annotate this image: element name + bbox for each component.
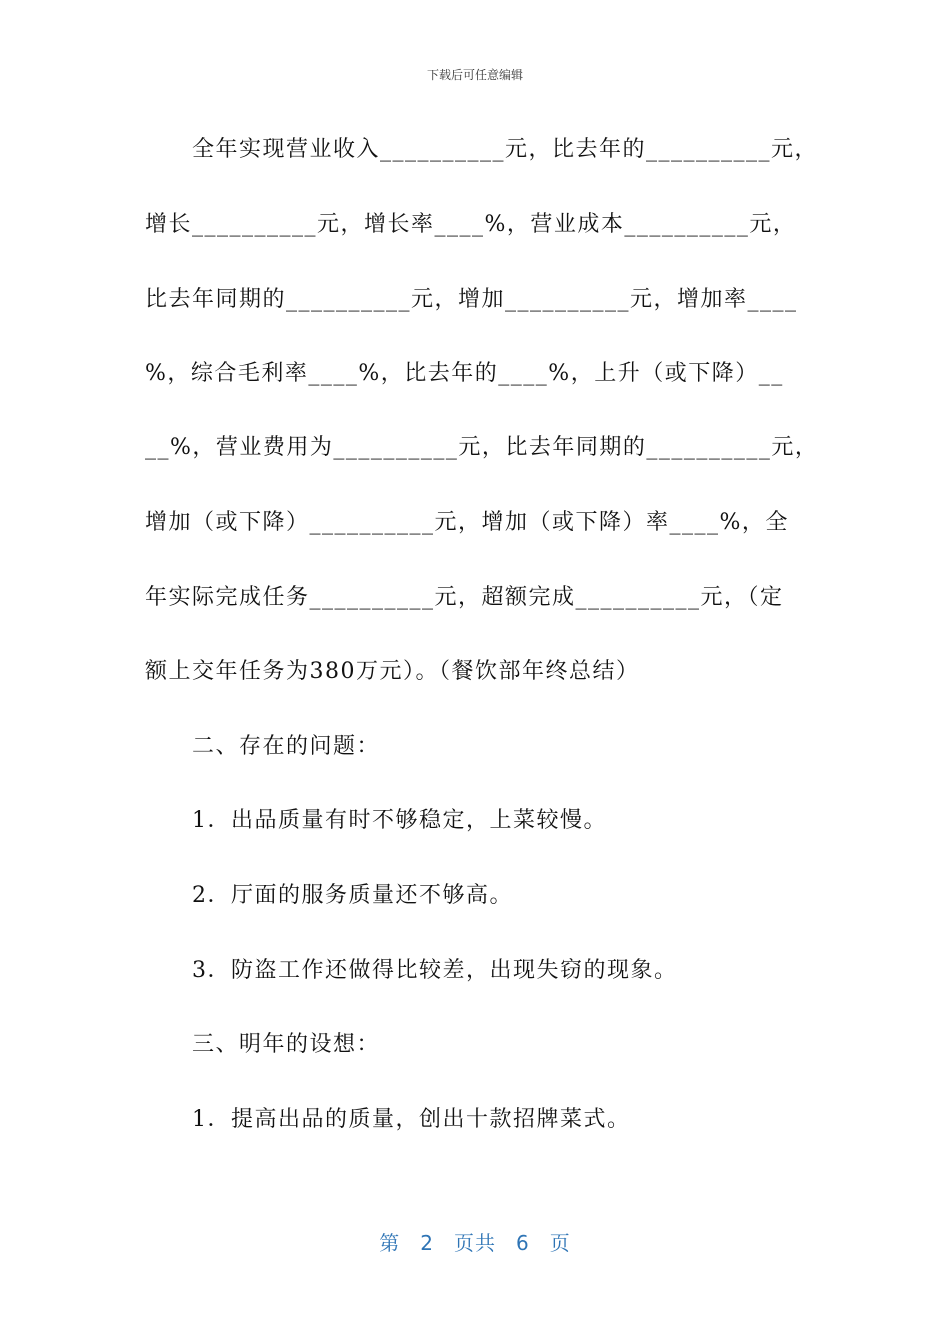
body-line: %，综合毛利率____%，比去年的____%，上升（或下降）__ — [145, 361, 784, 386]
body-line: __%，营业费用为__________元，比去年同期的__________元， — [145, 435, 819, 460]
page-header: 下载后可任意编辑 — [426, 68, 523, 82]
page-label-prefix: 第 — [379, 1231, 401, 1255]
section-heading: 三、明年的设想： — [145, 1032, 381, 1057]
body-line: 增长__________元，增长率____%，营业成本__________元， — [145, 212, 797, 237]
list-item: 1．提高出品的质量，创出十款招牌菜式。 — [145, 1107, 631, 1132]
body-line: 增加（或下降）__________元，增加（或下降）率____%，全 — [145, 510, 789, 535]
total-pages-number: 6 — [516, 1231, 530, 1255]
current-page-number: 2 — [420, 1231, 434, 1255]
body-line: 额上交年任务为380万元）。（餐饮部年终总结） — [145, 659, 640, 684]
list-item: 1．出品质量有时不够稳定，上菜较慢。 — [145, 808, 607, 833]
page-label-suffix: 页 — [549, 1231, 571, 1255]
body-line: 年实际完成任务__________元，超额完成__________元，（定 — [145, 585, 784, 610]
section-heading: 二、存在的问题： — [145, 734, 381, 759]
page-footer — [0, 1227, 950, 1256]
list-item: 3．防盗工作还做得比较差，出现失窃的现象。 — [145, 958, 678, 983]
page-label-middle: 页共 — [454, 1231, 496, 1255]
body-line: 全年实现营业收入__________元，比去年的__________元， — [145, 137, 819, 162]
list-item: 2．厅面的服务质量还不够高。 — [145, 883, 513, 908]
body-line: 比去年同期的__________元，增加__________元，增加率____ — [145, 287, 798, 312]
